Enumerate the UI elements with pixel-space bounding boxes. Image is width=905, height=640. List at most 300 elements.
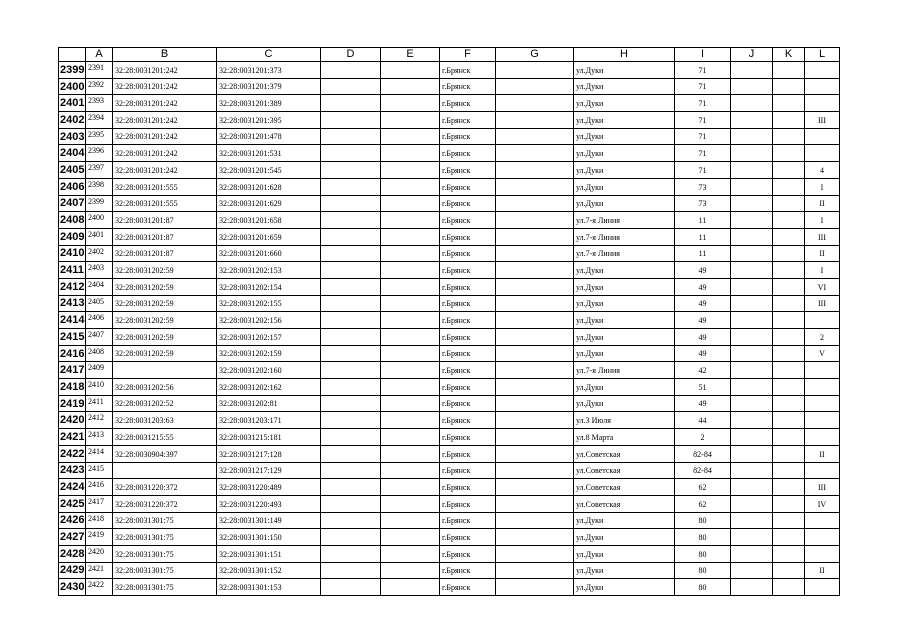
- cell-c[interactable]: 32:28:0031202:81: [217, 395, 321, 412]
- cell-j[interactable]: [731, 429, 773, 446]
- cell-d[interactable]: [321, 212, 381, 229]
- cell-b[interactable]: 32:28:0031201:242: [113, 62, 217, 79]
- row-number[interactable]: 2407: [59, 195, 86, 212]
- cell-a[interactable]: 2422: [86, 579, 113, 596]
- cell-h[interactable]: ул.Дуки: [574, 395, 675, 412]
- cell-c[interactable]: 32:28:0031201:545: [217, 162, 321, 179]
- cell-f[interactable]: г.Брянск: [440, 345, 496, 362]
- cell-g[interactable]: [496, 245, 574, 262]
- cell-b[interactable]: 32:28:0031301:75: [113, 529, 217, 546]
- cell-g[interactable]: [496, 212, 574, 229]
- cell-h[interactable]: ул.7-я Линия: [574, 245, 675, 262]
- cell-h[interactable]: ул.7-я Линия: [574, 228, 675, 245]
- row-number[interactable]: 2427: [59, 529, 86, 546]
- column-header-a[interactable]: A: [86, 48, 113, 62]
- cell-g[interactable]: [496, 78, 574, 95]
- cell-g[interactable]: [496, 562, 574, 579]
- cell-i[interactable]: 11: [675, 228, 731, 245]
- cell-a[interactable]: 2403: [86, 262, 113, 279]
- cell-l[interactable]: [805, 529, 840, 546]
- cell-h[interactable]: ул.Дуки: [574, 329, 675, 346]
- cell-b[interactable]: 32:28:0031201:242: [113, 162, 217, 179]
- cell-j[interactable]: [731, 479, 773, 496]
- cell-d[interactable]: [321, 395, 381, 412]
- cell-k[interactable]: [773, 112, 805, 129]
- cell-f[interactable]: г.Брянск: [440, 128, 496, 145]
- cell-g[interactable]: [496, 579, 574, 596]
- cell-j[interactable]: [731, 512, 773, 529]
- cell-k[interactable]: [773, 78, 805, 95]
- cell-i[interactable]: 73: [675, 195, 731, 212]
- cell-d[interactable]: [321, 162, 381, 179]
- cell-e[interactable]: [381, 62, 440, 79]
- cell-j[interactable]: [731, 545, 773, 562]
- row-number[interactable]: 2410: [59, 245, 86, 262]
- cell-k[interactable]: [773, 145, 805, 162]
- cell-d[interactable]: [321, 495, 381, 512]
- cell-j[interactable]: [731, 112, 773, 129]
- row-number[interactable]: 2424: [59, 479, 86, 496]
- column-header-j[interactable]: J: [731, 48, 773, 62]
- cell-i[interactable]: 49: [675, 345, 731, 362]
- cell-e[interactable]: [381, 562, 440, 579]
- cell-e[interactable]: [381, 495, 440, 512]
- cell-g[interactable]: [496, 145, 574, 162]
- cell-d[interactable]: [321, 95, 381, 112]
- cell-a[interactable]: 2418: [86, 512, 113, 529]
- row-number[interactable]: 2428: [59, 545, 86, 562]
- cell-g[interactable]: [496, 345, 574, 362]
- cell-d[interactable]: [321, 112, 381, 129]
- cell-g[interactable]: [496, 512, 574, 529]
- cell-j[interactable]: [731, 212, 773, 229]
- cell-b[interactable]: 32:28:0031202:59: [113, 295, 217, 312]
- cell-b[interactable]: 32:28:0031201:242: [113, 78, 217, 95]
- cell-l[interactable]: [805, 128, 840, 145]
- cell-f[interactable]: г.Брянск: [440, 228, 496, 245]
- cell-b[interactable]: 32:28:0031301:75: [113, 562, 217, 579]
- cell-k[interactable]: [773, 245, 805, 262]
- cell-b[interactable]: 32:28:0031202:56: [113, 379, 217, 396]
- cell-k[interactable]: [773, 445, 805, 462]
- column-header-c[interactable]: C: [217, 48, 321, 62]
- cell-i[interactable]: 11: [675, 212, 731, 229]
- cell-c[interactable]: 32:28:0031301:153: [217, 579, 321, 596]
- row-number[interactable]: 2429: [59, 562, 86, 579]
- cell-d[interactable]: [321, 562, 381, 579]
- cell-h[interactable]: ул.7-я Линия: [574, 362, 675, 379]
- cell-j[interactable]: [731, 278, 773, 295]
- cell-a[interactable]: 2405: [86, 295, 113, 312]
- cell-c[interactable]: 32:28:0031202:156: [217, 312, 321, 329]
- cell-c[interactable]: 32:28:0031201:658: [217, 212, 321, 229]
- cell-b[interactable]: 32:28:0031201:242: [113, 112, 217, 129]
- cell-a[interactable]: 2414: [86, 445, 113, 462]
- cell-b[interactable]: 32:28:0031220:372: [113, 495, 217, 512]
- cell-f[interactable]: г.Брянск: [440, 262, 496, 279]
- cell-i[interactable]: 71: [675, 95, 731, 112]
- row-number[interactable]: 2402: [59, 112, 86, 129]
- cell-j[interactable]: [731, 178, 773, 195]
- cell-e[interactable]: [381, 362, 440, 379]
- cell-d[interactable]: [321, 178, 381, 195]
- cell-f[interactable]: г.Брянск: [440, 62, 496, 79]
- cell-g[interactable]: [496, 495, 574, 512]
- cell-e[interactable]: [381, 245, 440, 262]
- cell-f[interactable]: г.Брянск: [440, 562, 496, 579]
- cell-e[interactable]: [381, 228, 440, 245]
- cell-k[interactable]: [773, 262, 805, 279]
- cell-f[interactable]: г.Брянск: [440, 379, 496, 396]
- cell-e[interactable]: [381, 579, 440, 596]
- cell-a[interactable]: 2392: [86, 78, 113, 95]
- cell-b[interactable]: 32:28:0031201:555: [113, 178, 217, 195]
- cell-k[interactable]: [773, 62, 805, 79]
- cell-e[interactable]: [381, 429, 440, 446]
- cell-l[interactable]: I: [805, 212, 840, 229]
- cell-l[interactable]: IV: [805, 495, 840, 512]
- cell-g[interactable]: [496, 195, 574, 212]
- cell-e[interactable]: [381, 178, 440, 195]
- cell-f[interactable]: г.Брянск: [440, 329, 496, 346]
- row-number[interactable]: 2409: [59, 228, 86, 245]
- cell-l[interactable]: III: [805, 112, 840, 129]
- cell-c[interactable]: 32:28:0031201:659: [217, 228, 321, 245]
- cell-c[interactable]: 32:28:0031201:628: [217, 178, 321, 195]
- cell-l[interactable]: I: [805, 262, 840, 279]
- cell-j[interactable]: [731, 78, 773, 95]
- cell-g[interactable]: [496, 278, 574, 295]
- cell-c[interactable]: 32:28:0031202:154: [217, 278, 321, 295]
- cell-h[interactable]: ул.Дуки: [574, 162, 675, 179]
- cell-e[interactable]: [381, 445, 440, 462]
- row-number[interactable]: 2404: [59, 145, 86, 162]
- cell-e[interactable]: [381, 95, 440, 112]
- cell-g[interactable]: [496, 429, 574, 446]
- cell-c[interactable]: 32:28:0031301:152: [217, 562, 321, 579]
- row-number[interactable]: 2408: [59, 212, 86, 229]
- cell-b[interactable]: 32:28:0030904:397: [113, 445, 217, 462]
- cell-d[interactable]: [321, 512, 381, 529]
- cell-a[interactable]: 2402: [86, 245, 113, 262]
- cell-d[interactable]: [321, 128, 381, 145]
- cell-k[interactable]: [773, 295, 805, 312]
- cell-k[interactable]: [773, 495, 805, 512]
- cell-k[interactable]: [773, 529, 805, 546]
- cell-a[interactable]: 2393: [86, 95, 113, 112]
- cell-j[interactable]: [731, 62, 773, 79]
- cell-a[interactable]: 2406: [86, 312, 113, 329]
- cell-k[interactable]: [773, 329, 805, 346]
- cell-j[interactable]: [731, 362, 773, 379]
- row-number[interactable]: 2419: [59, 395, 86, 412]
- cell-g[interactable]: [496, 379, 574, 396]
- cell-l[interactable]: [805, 362, 840, 379]
- cell-e[interactable]: [381, 278, 440, 295]
- cell-g[interactable]: [496, 445, 574, 462]
- cell-j[interactable]: [731, 462, 773, 479]
- cell-c[interactable]: 32:28:0031201:389: [217, 95, 321, 112]
- cell-h[interactable]: ул.Дуки: [574, 579, 675, 596]
- cell-k[interactable]: [773, 379, 805, 396]
- cell-a[interactable]: 2408: [86, 345, 113, 362]
- cell-k[interactable]: [773, 362, 805, 379]
- cell-k[interactable]: [773, 462, 805, 479]
- cell-f[interactable]: г.Брянск: [440, 462, 496, 479]
- cell-h[interactable]: ул.Дуки: [574, 262, 675, 279]
- cell-a[interactable]: 2400: [86, 212, 113, 229]
- row-number[interactable]: 2430: [59, 579, 86, 596]
- cell-e[interactable]: [381, 262, 440, 279]
- row-number[interactable]: 2415: [59, 329, 86, 346]
- cell-l[interactable]: [805, 95, 840, 112]
- cell-d[interactable]: [321, 579, 381, 596]
- cell-j[interactable]: [731, 262, 773, 279]
- cell-g[interactable]: [496, 529, 574, 546]
- row-number[interactable]: 2411: [59, 262, 86, 279]
- cell-a[interactable]: 2420: [86, 545, 113, 562]
- cell-k[interactable]: [773, 212, 805, 229]
- cell-a[interactable]: 2412: [86, 412, 113, 429]
- cell-i[interactable]: 71: [675, 62, 731, 79]
- cell-c[interactable]: 32:28:0031301:151: [217, 545, 321, 562]
- cell-h[interactable]: ул.Дуки: [574, 112, 675, 129]
- row-number[interactable]: 2413: [59, 295, 86, 312]
- row-number[interactable]: 2399: [59, 62, 86, 79]
- cell-g[interactable]: [496, 128, 574, 145]
- cell-h[interactable]: ул.Дуки: [574, 178, 675, 195]
- cell-g[interactable]: [496, 262, 574, 279]
- cell-k[interactable]: [773, 429, 805, 446]
- cell-g[interactable]: [496, 228, 574, 245]
- cell-a[interactable]: 2401: [86, 228, 113, 245]
- cell-d[interactable]: [321, 462, 381, 479]
- cell-h[interactable]: ул.3 Июля: [574, 412, 675, 429]
- cell-d[interactable]: [321, 262, 381, 279]
- cell-f[interactable]: г.Брянск: [440, 545, 496, 562]
- cell-f[interactable]: г.Брянск: [440, 312, 496, 329]
- cell-e[interactable]: [381, 379, 440, 396]
- cell-j[interactable]: [731, 195, 773, 212]
- cell-f[interactable]: г.Брянск: [440, 295, 496, 312]
- cell-l[interactable]: 4: [805, 162, 840, 179]
- cell-c[interactable]: 32:28:0031202:159: [217, 345, 321, 362]
- cell-g[interactable]: [496, 162, 574, 179]
- cell-b[interactable]: 32:28:0031301:75: [113, 545, 217, 562]
- cell-c[interactable]: 32:28:0031217:129: [217, 462, 321, 479]
- cell-k[interactable]: [773, 312, 805, 329]
- row-number[interactable]: 2422: [59, 445, 86, 462]
- row-number[interactable]: 2405: [59, 162, 86, 179]
- cell-l[interactable]: I: [805, 178, 840, 195]
- cell-e[interactable]: [381, 329, 440, 346]
- cell-d[interactable]: [321, 62, 381, 79]
- cell-e[interactable]: [381, 412, 440, 429]
- cell-c[interactable]: 32:28:0031201:379: [217, 78, 321, 95]
- cell-l[interactable]: III: [805, 228, 840, 245]
- row-number[interactable]: 2406: [59, 178, 86, 195]
- cell-d[interactable]: [321, 379, 381, 396]
- cell-f[interactable]: г.Брянск: [440, 495, 496, 512]
- cell-g[interactable]: [496, 95, 574, 112]
- cell-c[interactable]: 32:28:0031217:128: [217, 445, 321, 462]
- cell-a[interactable]: 2421: [86, 562, 113, 579]
- cell-l[interactable]: [805, 395, 840, 412]
- cell-b[interactable]: 32:28:0031301:75: [113, 579, 217, 596]
- cell-k[interactable]: [773, 278, 805, 295]
- cell-h[interactable]: ул.Дуки: [574, 145, 675, 162]
- cell-b[interactable]: 32:28:0031301:75: [113, 512, 217, 529]
- cell-d[interactable]: [321, 362, 381, 379]
- cell-g[interactable]: [496, 545, 574, 562]
- row-number[interactable]: 2412: [59, 278, 86, 295]
- cell-h[interactable]: ул.8 Марта: [574, 429, 675, 446]
- column-header-e[interactable]: E: [381, 48, 440, 62]
- cell-j[interactable]: [731, 579, 773, 596]
- cell-i[interactable]: 73: [675, 178, 731, 195]
- cell-a[interactable]: 2415: [86, 462, 113, 479]
- cell-e[interactable]: [381, 512, 440, 529]
- cell-l[interactable]: [805, 429, 840, 446]
- cell-h[interactable]: ул.Дуки: [574, 95, 675, 112]
- cell-l[interactable]: [805, 312, 840, 329]
- cell-g[interactable]: [496, 362, 574, 379]
- cell-f[interactable]: г.Брянск: [440, 395, 496, 412]
- cell-k[interactable]: [773, 562, 805, 579]
- cell-f[interactable]: г.Брянск: [440, 162, 496, 179]
- cell-b[interactable]: 32:28:0031201:87: [113, 245, 217, 262]
- cell-f[interactable]: г.Брянск: [440, 245, 496, 262]
- cell-k[interactable]: [773, 162, 805, 179]
- cell-d[interactable]: [321, 445, 381, 462]
- cell-b[interactable]: 32:28:0031202:59: [113, 278, 217, 295]
- cell-b[interactable]: 32:28:0031201:555: [113, 195, 217, 212]
- cell-l[interactable]: III: [805, 479, 840, 496]
- cell-c[interactable]: 32:28:0031202:162: [217, 379, 321, 396]
- cell-b[interactable]: 32:28:0031203:63: [113, 412, 217, 429]
- cell-e[interactable]: [381, 78, 440, 95]
- cell-f[interactable]: г.Брянск: [440, 178, 496, 195]
- cell-b[interactable]: 32:28:0031202:59: [113, 312, 217, 329]
- cell-a[interactable]: 2395: [86, 128, 113, 145]
- cell-j[interactable]: [731, 128, 773, 145]
- row-number[interactable]: 2426: [59, 512, 86, 529]
- cell-h[interactable]: ул.Советская: [574, 479, 675, 496]
- cell-f[interactable]: г.Брянск: [440, 145, 496, 162]
- cell-l[interactable]: [805, 78, 840, 95]
- cell-f[interactable]: г.Брянск: [440, 112, 496, 129]
- cell-f[interactable]: г.Брянск: [440, 529, 496, 546]
- cell-l[interactable]: [805, 145, 840, 162]
- cell-g[interactable]: [496, 178, 574, 195]
- cell-d[interactable]: [321, 545, 381, 562]
- row-number[interactable]: 2418: [59, 379, 86, 396]
- cell-b[interactable]: 32:28:0031201:242: [113, 95, 217, 112]
- cell-f[interactable]: г.Брянск: [440, 78, 496, 95]
- row-number[interactable]: 2421: [59, 429, 86, 446]
- row-number[interactable]: 2401: [59, 95, 86, 112]
- cell-a[interactable]: 2417: [86, 495, 113, 512]
- column-header-l[interactable]: L: [805, 48, 840, 62]
- cell-i[interactable]: 62: [675, 479, 731, 496]
- cell-i[interactable]: 71: [675, 145, 731, 162]
- cell-f[interactable]: г.Брянск: [440, 479, 496, 496]
- cell-h[interactable]: ул.Дуки: [574, 78, 675, 95]
- cell-a[interactable]: 2411: [86, 395, 113, 412]
- cell-j[interactable]: [731, 329, 773, 346]
- cell-h[interactable]: ул.Советская: [574, 445, 675, 462]
- cell-a[interactable]: 2394: [86, 112, 113, 129]
- cell-c[interactable]: 32:28:0031301:150: [217, 529, 321, 546]
- cell-d[interactable]: [321, 479, 381, 496]
- cell-i[interactable]: 80: [675, 579, 731, 596]
- cell-g[interactable]: [496, 312, 574, 329]
- cell-g[interactable]: [496, 395, 574, 412]
- cell-i[interactable]: 80: [675, 529, 731, 546]
- cell-g[interactable]: [496, 462, 574, 479]
- cell-a[interactable]: 2409: [86, 362, 113, 379]
- cell-l[interactable]: [805, 379, 840, 396]
- cell-g[interactable]: [496, 62, 574, 79]
- cell-f[interactable]: г.Брянск: [440, 512, 496, 529]
- cell-a[interactable]: 2396: [86, 145, 113, 162]
- cell-h[interactable]: ул.7-я Линия: [574, 212, 675, 229]
- cell-b[interactable]: 32:28:0031201:242: [113, 128, 217, 145]
- cell-g[interactable]: [496, 329, 574, 346]
- cell-b[interactable]: 32:28:0031202:59: [113, 262, 217, 279]
- cell-j[interactable]: [731, 495, 773, 512]
- cell-j[interactable]: [731, 412, 773, 429]
- row-number[interactable]: 2423: [59, 462, 86, 479]
- cell-i[interactable]: 71: [675, 78, 731, 95]
- cell-i[interactable]: 71: [675, 128, 731, 145]
- cell-e[interactable]: [381, 345, 440, 362]
- cell-b[interactable]: 32:28:0031202:59: [113, 329, 217, 346]
- cell-e[interactable]: [381, 212, 440, 229]
- column-header-b[interactable]: B: [113, 48, 217, 62]
- cell-k[interactable]: [773, 345, 805, 362]
- cell-c[interactable]: 32:28:0031203:171: [217, 412, 321, 429]
- cell-b[interactable]: [113, 462, 217, 479]
- cell-i[interactable]: 80: [675, 545, 731, 562]
- cell-i[interactable]: 80: [675, 562, 731, 579]
- cell-l[interactable]: II: [805, 562, 840, 579]
- cell-f[interactable]: г.Брянск: [440, 579, 496, 596]
- cell-f[interactable]: г.Брянск: [440, 362, 496, 379]
- cell-k[interactable]: [773, 228, 805, 245]
- cell-i[interactable]: 82-84: [675, 462, 731, 479]
- cell-i[interactable]: 49: [675, 278, 731, 295]
- cell-l[interactable]: II: [805, 195, 840, 212]
- cell-h[interactable]: ул.Советская: [574, 495, 675, 512]
- cell-d[interactable]: [321, 245, 381, 262]
- cell-j[interactable]: [731, 95, 773, 112]
- cell-c[interactable]: 32:28:0031215:181: [217, 429, 321, 446]
- cell-e[interactable]: [381, 312, 440, 329]
- cell-c[interactable]: 32:28:0031202:157: [217, 329, 321, 346]
- cell-f[interactable]: г.Брянск: [440, 445, 496, 462]
- cell-l[interactable]: [805, 412, 840, 429]
- cell-d[interactable]: [321, 429, 381, 446]
- cell-a[interactable]: 2391: [86, 62, 113, 79]
- cell-j[interactable]: [731, 295, 773, 312]
- cell-k[interactable]: [773, 412, 805, 429]
- cell-l[interactable]: III: [805, 295, 840, 312]
- cell-l[interactable]: [805, 62, 840, 79]
- cell-h[interactable]: ул.Дуки: [574, 312, 675, 329]
- cell-b[interactable]: 32:28:0031201:87: [113, 212, 217, 229]
- cell-a[interactable]: 2407: [86, 329, 113, 346]
